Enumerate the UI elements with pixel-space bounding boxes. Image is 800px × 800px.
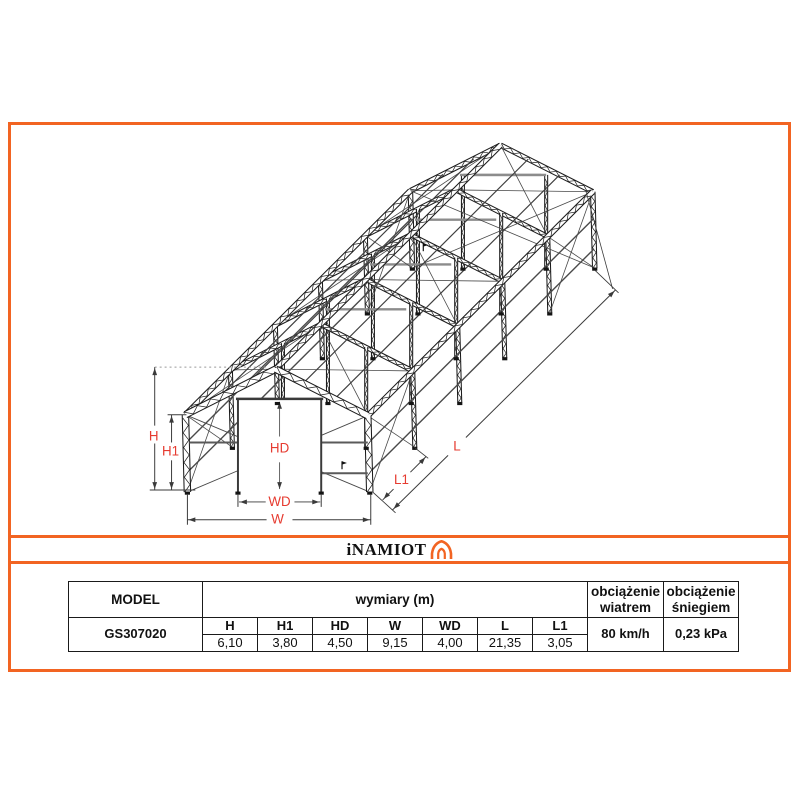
dimension-label-l: L xyxy=(453,438,461,454)
dimension-label-hd: HD xyxy=(269,440,290,456)
dim-col-h1: H1 xyxy=(258,618,313,635)
dimension-label-wd: WD xyxy=(268,493,291,509)
wind-value-cell: 80 km/h xyxy=(588,618,664,652)
dim-col-h: H xyxy=(203,618,258,635)
spec-table-section xyxy=(11,564,788,669)
snow-header-line2: śniegiem xyxy=(671,599,731,615)
dim-col-wd: WD xyxy=(423,618,478,635)
model-value-cell: GS307020 xyxy=(69,618,203,652)
dim-col-l: L xyxy=(478,618,533,635)
wind-header-line1: obciążenie xyxy=(590,583,661,599)
dimension-label-w: W xyxy=(271,511,284,527)
snow-value-cell: 0,23 kPa xyxy=(664,618,739,652)
logo-bar xyxy=(11,538,788,564)
hangar-isometric-drawing xyxy=(11,125,788,532)
spec-table xyxy=(68,581,739,652)
dim-value-hd: 4,50 xyxy=(313,635,368,652)
tent-icon xyxy=(430,540,453,560)
dim-value-h: 6,10 xyxy=(203,635,258,652)
dim-col-hd: HD xyxy=(313,618,368,635)
dimension-label-l1: L1 xyxy=(394,472,409,488)
model-header-cell: MODEL xyxy=(69,582,203,618)
wind-load-header-cell xyxy=(588,582,664,618)
snow-load-header-cell xyxy=(664,582,739,618)
dim-value-l: 21,35 xyxy=(478,635,533,652)
dim-value-l1: 3,05 xyxy=(533,635,588,652)
dim-value-wd: 4,00 xyxy=(423,635,478,652)
dim-col-w: W xyxy=(368,618,423,635)
dimension-label-h: H xyxy=(148,428,159,444)
snow-header-line1: obciążenie xyxy=(666,583,736,599)
dimensions-header-cell: wymiary (m) xyxy=(203,582,588,618)
dimension-label-h1: H1 xyxy=(162,443,180,459)
dim-col-l1: L1 xyxy=(533,618,588,635)
dim-value-w: 9,15 xyxy=(368,635,423,652)
wind-header-line2: wiatrem xyxy=(599,599,652,615)
spec-sheet-frame xyxy=(8,122,791,672)
logo-text: iNAMIOT xyxy=(346,540,427,559)
dim-value-h1: 3,80 xyxy=(258,635,313,652)
structure-drawing-section xyxy=(11,125,788,538)
